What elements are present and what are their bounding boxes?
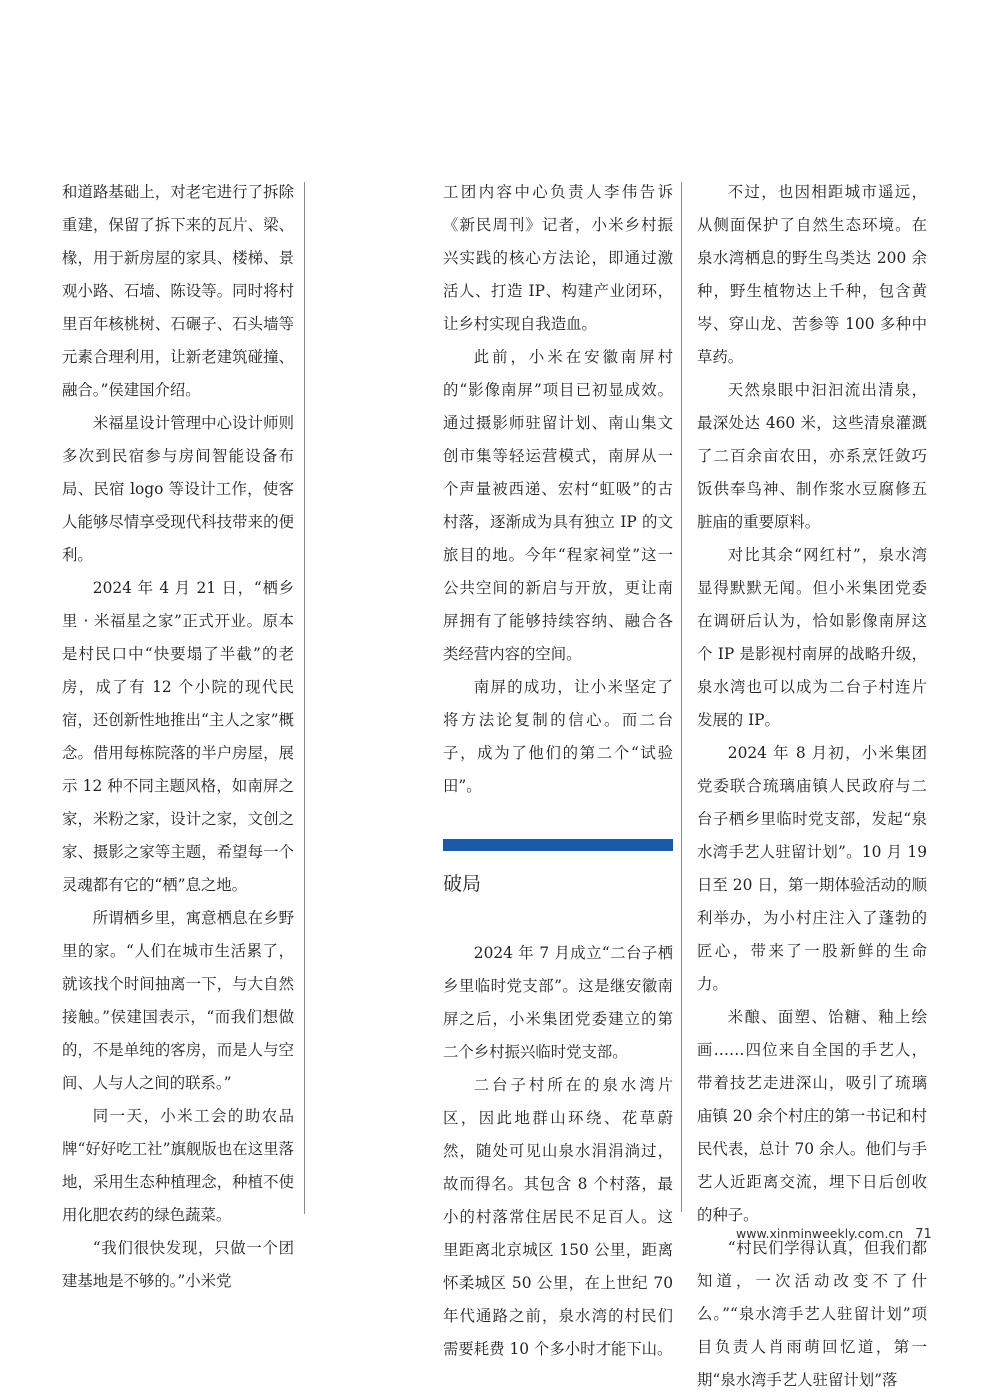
column-divider xyxy=(681,182,682,1212)
paragraph: “村民们学得认真，但我们都知道，一次活动改变不了什么。”“泉水湾手艺人驻留计划”项目负责人肖雨萌回忆道，第一期“泉水湾手艺人驻留计划”落 xyxy=(697,1239,927,1389)
article-column-3 xyxy=(697,176,927,1397)
paragraph: 和道路基础上，对老宅进行了拆除重建，保留了拆下来的瓦片、梁、椽，用于新房屋的家具、楼梯、景观小路、石墙、陈设等。同时将村里百年核桃树、石碾子、石头墙等元素合理利用，让新老建筑碰撞、融合。”侯建国介绍。 xyxy=(62,183,294,399)
paragraph: 二台子村所在的泉水湾片区，因此地群山环绕、花草蔚然，随处可见山泉水涓涓淌过，故而得名。其包含 8 个村落，最小的村落常住居民不足百人。这里距离北京城区 150 公里，距离怀柔城区 50 公里，在上世纪 70 年代通路之前，泉水湾的村民们需要耗费 10 个多小时才能下山。 xyxy=(443,1076,673,1358)
paragraph: 米酿、面塑、饴糖、釉上绘画……四位来自全国的手艺人，带着技艺走进深山，吸引了琉璃庙镇 20 余个村庄的第一书记和村民代表，总计 70 余人。他们与手艺人近距离交流，埋下日后创收的种子。 xyxy=(697,1008,927,1224)
paragraph: 所谓栖乡里，寓意栖息在乡野里的家。“人们在城市生活累了，就该找个时间抽离一下，与大自然接触。”侯建国表示，“而我们想做的，不是单纯的客房，而是人与空间、人与人之间的联系。” xyxy=(62,909,294,1092)
paragraph: 不过，也因相距城市遥远，从侧面保护了自然生态环境。在泉水湾栖息的野生鸟类达 200 余种，野生植物达上千种，包含黄岑、穿山龙、苦参等 100 多种中草药。 xyxy=(697,183,927,366)
paragraph: 2024 年 4 月 21 日，“栖乡里 · 米福星之家”正式开业。原本是村民口中“快要塌了半截”的老房，成了有 12 个小院的现代民宿，还创新性地推出“主人之家”概念。借用每栋院落的半户房屋，展示 12 种不同主题风格，如南屏之家，米粉之家，设计之家，文创之家、摄影之家等主题，希望每一个灵魂都有它的“栖”息之地。 xyxy=(62,579,294,894)
paragraph: 南屏的成功，让小米坚定了将方法论复制的信心。而二台子，成为了他们的第二个“试验田”。 xyxy=(443,678,673,795)
paragraph: 2024 年 7 月成立“二台子栖乡里临时党支部”。这是继安徽南屏之后，小米集团党委建立的第二个乡村振兴临时党支部。 xyxy=(443,944,673,1061)
section-bar xyxy=(443,839,673,851)
page-number: 71 xyxy=(915,1227,932,1242)
website-url[interactable]: www.xinminweekly.com.cn xyxy=(736,1226,904,1241)
column-divider xyxy=(304,182,305,1214)
paragraph: 2024 年 8 月初，小米集团党委联合琉璃庙镇人民政府与二台子栖乡里临时党支部，发起“泉水湾手艺人驻留计划”。10 月 19 日至 20 日，第一期体验活动的顺利举办，为小村庄注入了蓬勃的匠心，带来了一股新鲜的生命力。 xyxy=(697,744,927,993)
article-column-1 xyxy=(62,176,294,1298)
paragraph: 工团内容中心负责人李伟告诉《新民周刊》记者，小米乡村振兴实践的核心方法论，即通过激活人、打造 IP、构建产业闭环，让乡村实现自我造血。 xyxy=(443,183,673,333)
paragraph: “我们很快发现，只做一个团建基地是不够的。”小米党 xyxy=(62,1239,294,1290)
paragraph: 此前，小米在安徽南屏村的“影像南屏”项目已初显成效。通过摄影师驻留计划、南山集文创市集等轻运营模式，南屏从一个声量被西递、宏村“虹吸”的古村落，逐渐成为具有独立 IP 的文旅目的地。今年“程家祠堂”这一公共空间的新启与开放，更让南屏拥有了能够持续容纳、融合各类经营内容的空间。 xyxy=(443,348,673,663)
paragraph: 天然泉眼中汩汩流出清泉，最深处达 460 米，这些清泉灌溉了二百余亩农田，亦系烹饪敛巧饭供奉鸟神、制作浆水豆腐修五脏庙的重要原料。 xyxy=(697,381,927,531)
paragraph: 同一天，小米工会的助农品牌“好好吃工社”旗舰版也在这里落地，采用生态种植理念，种植不使用化肥农药的绿色蔬菜。 xyxy=(62,1107,294,1224)
paragraph: 米福星设计管理中心设计师则多次到民宿参与房间智能设备布局、民宿 logo 等设计工作，使客人能够尽情享受现代科技带来的便利。 xyxy=(62,414,294,564)
section-heading: 破局 xyxy=(443,873,482,895)
paragraph: 对比其余“网红村”，泉水湾显得默默无闻。但小米集团党委在调研后认为，恰如影像南屏这个 IP 是影视村南屏的战略升级，泉水湾也可以成为二台子村连片发展的 IP。 xyxy=(697,546,927,729)
article-column-2 xyxy=(443,176,673,1366)
page-footer xyxy=(736,1224,936,1245)
